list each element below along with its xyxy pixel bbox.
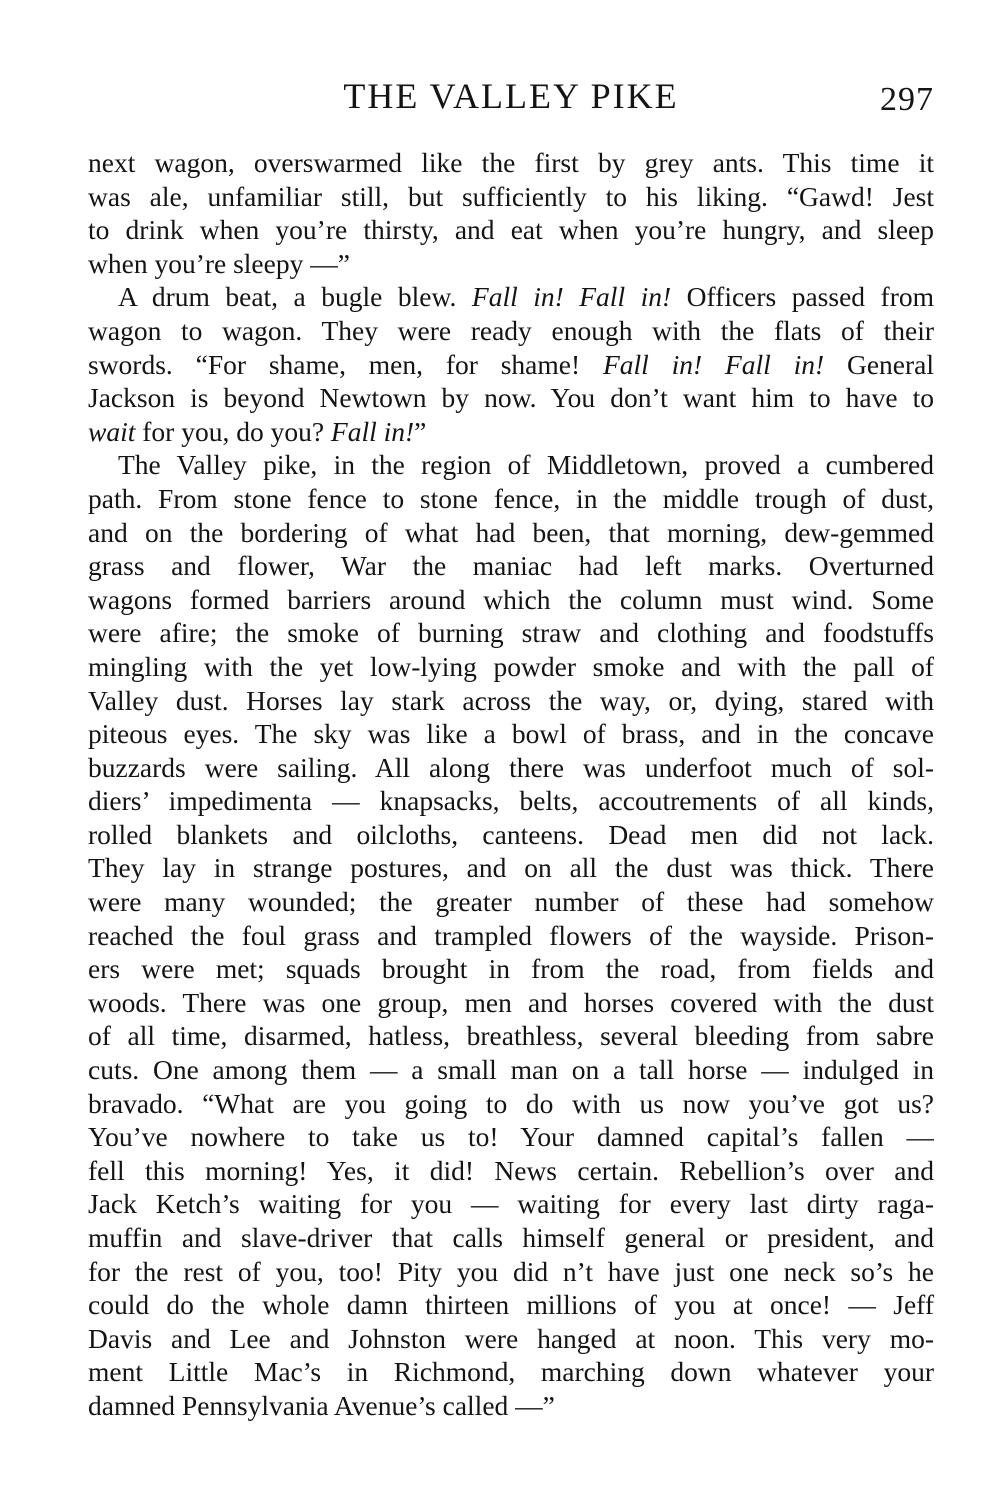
text-segment: ers were met; squads brought in from the road, from fields and: [88, 953, 934, 985]
text-line: [88, 381, 934, 415]
text-segment: for you, do you?: [135, 415, 331, 447]
italic-text: Fall in! Fall in!: [471, 281, 672, 313]
text-line: [88, 952, 934, 986]
text-segment: mingling with the yet low-lying powder smoke and with the pall of: [88, 650, 934, 682]
text-segment: for the rest of you, too! Pity you did n’t have just one neck so’s he: [88, 1255, 934, 1287]
text-segment: were many wounded; the greater number of these had somehow: [88, 886, 934, 918]
text-line: [88, 1221, 934, 1255]
text-line: [88, 1087, 934, 1121]
text-line: [88, 280, 934, 314]
text-line: [88, 885, 934, 919]
text-segment: swords. “For shame, men, for shame!: [88, 348, 603, 380]
text-segment: Jack Ketch’s waiting for you — waiting for every last dirty raga-: [88, 1188, 934, 1220]
text-segment: wagon to wagon. They were ready enough with the flats of their: [88, 314, 934, 346]
text-line: [88, 1389, 934, 1423]
text-line: [88, 516, 934, 550]
text-line: [88, 1154, 934, 1188]
text-segment: General: [824, 348, 934, 380]
text-line: [88, 146, 934, 180]
text-line: [88, 247, 934, 281]
running-head: THE VALLEY PIKE: [343, 76, 679, 116]
text-segment: buzzards were sailing. All along there was underfoot much of sol-: [88, 751, 934, 783]
text-segment: You’ve nowhere to take us to! Your damned capital’s fallen —: [88, 1121, 934, 1153]
text-segment: woods. There was one group, men and horses covered with the dust: [88, 986, 934, 1018]
text-line: [88, 851, 934, 885]
italic-text: wait: [88, 415, 136, 447]
text-line: [88, 1019, 934, 1053]
text-line: [88, 616, 934, 650]
text-line: [88, 684, 934, 718]
text-line: [88, 348, 934, 382]
text-line: [88, 919, 934, 953]
text-segment: and on the bordering of what had been, that morning, dew-gemmed: [88, 516, 934, 548]
text-segment: could do the whole damn thirteen millions of you at once! — Jeff: [88, 1289, 934, 1321]
text-segment: muffin and slave-driver that calls himself general or president, and: [88, 1222, 934, 1253]
text-line: [88, 650, 934, 684]
text-line: [88, 784, 934, 818]
text-line: [88, 986, 934, 1020]
text-segment: of all time, disarmed, hatless, breathless, several bleeding from sabre: [88, 1020, 934, 1052]
text-segment: were afire; the smoke of burning straw and clothing and foodstuffs: [88, 617, 934, 649]
text-segment: wagons formed barriers around which the column must wind. Some: [88, 583, 934, 615]
text-segment: damned Pennsylvania Avenue’s called —”: [88, 1389, 555, 1421]
text-line: [88, 1322, 934, 1356]
text-line: [88, 549, 934, 583]
text-segment: when you’re sleepy —”: [88, 247, 350, 279]
text-segment: rolled blankets and oilcloths, canteens. Dead men did not lack.: [88, 818, 934, 850]
text-line: [88, 1288, 934, 1322]
text-line: [88, 448, 934, 482]
text-line: [88, 213, 934, 247]
italic-text: Fall in! Fall in!: [602, 348, 825, 380]
text-segment: reached the foul grass and trampled flowers of the wayside. Prison-: [88, 919, 934, 951]
text-segment: Officers passed from: [671, 281, 934, 313]
text-segment: cuts. One among them — a small man on a tall horse — indulged in: [88, 1054, 934, 1086]
text-segment: ment Little Mac’s in Richmond, marching down whatever your: [88, 1356, 934, 1388]
page-number: 297: [880, 81, 934, 118]
text-line: [88, 415, 934, 449]
text-segment: Davis and Lee and Johnston were hanged at noon. This very mo-: [88, 1322, 934, 1354]
body-text: [88, 146, 934, 1423]
text-line: [88, 1053, 934, 1087]
text-segment: to drink when you’re thirsty, and eat when you’re hungry, and sleep: [88, 214, 934, 246]
text-segment: ”: [414, 415, 427, 447]
text-line: [88, 1255, 934, 1289]
text-segment: next wagon, overswarmed like the first by grey ants. This time it: [88, 147, 934, 178]
text-line: [88, 180, 934, 214]
italic-text: Fall in!: [330, 415, 415, 447]
text-line: [88, 751, 934, 785]
text-segment: A drum beat, a bugle blew.: [118, 281, 472, 313]
text-segment: bravado. “What are you going to do with us now you’ve got us?: [88, 1087, 934, 1119]
text-segment: Valley dust. Horses lay stark across the way, or, dying, stared with: [88, 684, 934, 716]
text-line: [88, 1187, 934, 1221]
text-segment: diers’ impedimenta — knapsacks, belts, accoutrements of all kinds,: [88, 785, 934, 817]
text-line: [88, 717, 934, 751]
text-line: [88, 818, 934, 852]
text-segment: Jackson is beyond Newtown by now. You don’t want him to have to: [88, 382, 934, 414]
text-line: [88, 583, 934, 617]
text-line: [88, 482, 934, 516]
text-line: [88, 1355, 934, 1389]
text-segment: was ale, unfamiliar still, but sufficiently to his liking. “Gawd! Jest: [88, 180, 934, 212]
page-header: [88, 74, 934, 124]
text-segment: piteous eyes. The sky was like a bowl of brass, and in the concave: [88, 718, 934, 750]
text-line: [88, 314, 934, 348]
text-segment: They lay in strange postures, and on all the dust was thick. There: [88, 852, 934, 884]
text-line: [88, 1120, 934, 1154]
text-segment: grass and flower, War the maniac had left marks. Overturned: [88, 550, 934, 582]
text-segment: fell this morning! Yes, it did! News certain. Rebellion’s over and: [88, 1154, 934, 1186]
text-segment: The Valley pike, in the region of Middletown, proved a cumbered: [118, 449, 934, 481]
text-segment: path. From stone fence to stone fence, in the middle trough of dust,: [88, 482, 934, 514]
